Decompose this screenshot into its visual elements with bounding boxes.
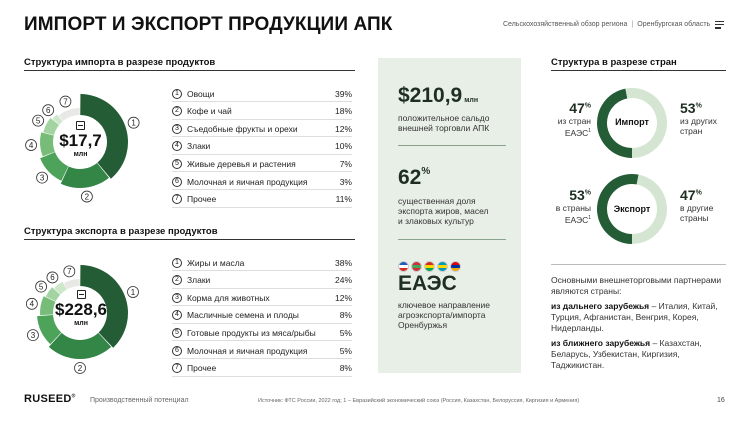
svg-text:6: 6	[45, 105, 51, 115]
export-slice-label-5	[36, 281, 47, 292]
export-slice-label-2	[75, 363, 86, 374]
export-row-name: Готовые продукты из мяса/рыбы	[187, 327, 316, 338]
share-desc: существенная доля экспорта жиров, масел и злаковых культур	[398, 196, 489, 226]
import-slice-label-3	[37, 172, 48, 183]
breadcrumb: Сельскохозяйственный обзор региона | Оренбургская область	[503, 21, 711, 28]
import-section-title: Структура импорта в разрезе продуктов	[24, 57, 216, 68]
export-total-value: $228,6	[55, 300, 107, 319]
import-row-number: 5	[172, 159, 182, 169]
svg-text:4: 4	[28, 140, 34, 150]
export-row-value: 38%	[334, 257, 352, 268]
footer-tagline: Производственный потенциал	[90, 397, 189, 404]
eaeu-stat: ЕАЭС	[398, 272, 457, 295]
import-slice-label-1	[128, 117, 139, 128]
export-ring-label: Экспорт	[613, 204, 651, 214]
import-row-number: 2	[172, 106, 182, 116]
partners-far: из дальнего зарубежья – Италия, Китай, Турция, Афганистан, Венгрия, Корея, Нидерланды.	[551, 301, 718, 333]
import-slice-label-5	[33, 115, 44, 126]
export-row-number: 6	[172, 346, 182, 356]
partners-divider	[551, 264, 726, 265]
export-eaeu-share: 53% в страны ЕАЭС$^1$	[555, 187, 591, 225]
svg-text:3: 3	[39, 173, 45, 183]
panel-divider-1	[398, 145, 506, 146]
import-row-value: 39%	[334, 88, 352, 99]
export-row-value: 8%	[339, 363, 352, 374]
import-row-name: Живые деревья и растения	[187, 158, 296, 169]
export-row-value: 24%	[334, 275, 352, 286]
svg-text:1: 1	[131, 118, 136, 128]
page-number: 16	[717, 397, 725, 404]
import-total-value: $17,7	[59, 131, 102, 150]
svg-text:3: 3	[30, 330, 36, 340]
import-total-unit: млн	[73, 151, 88, 158]
export-slice-label-4	[26, 298, 37, 309]
countries-section-title: Структура в разрезе стран	[551, 57, 677, 68]
svg-text:2: 2	[77, 363, 83, 373]
export-total-unit: млн	[74, 320, 88, 327]
export-icon	[77, 290, 86, 299]
export-other-share: 47% в другие страны	[680, 187, 714, 223]
import-table-row	[172, 156, 352, 172]
import-slice-label-4	[26, 140, 37, 151]
balance-stat	[398, 84, 478, 108]
svg-text:5: 5	[38, 282, 44, 292]
export-slice-label-1	[127, 287, 138, 298]
import-table-row	[172, 121, 352, 137]
import-slice-label-7	[60, 96, 71, 107]
import-row-number: 7	[172, 194, 182, 204]
export-slice-label-7	[64, 266, 75, 277]
export-table-row	[172, 325, 352, 341]
svg-text:6: 6	[50, 273, 55, 283]
svg-text:2: 2	[84, 192, 90, 202]
import-table-row	[172, 86, 352, 102]
export-row-name: Прочее	[187, 363, 217, 374]
breadcrumb-right[interactable]: Оренбургская область	[637, 21, 711, 28]
balance-unit: млн	[464, 97, 479, 104]
import-row-number: 6	[172, 177, 182, 187]
export-table-row	[172, 343, 352, 359]
export-slice-label-6	[47, 272, 58, 283]
export-row-value: 12%	[334, 292, 352, 303]
import-slice-7	[59, 108, 80, 121]
export-row-number: 1	[172, 258, 182, 268]
partners-near: из ближнего зарубежья – Казахстан, Беларусь, Узбекистан, Киргизия, Таджикистан.	[551, 338, 702, 370]
export-slice-label-3	[27, 330, 38, 341]
svg-text:5: 5	[35, 116, 41, 126]
import-slice-label-6	[43, 105, 54, 116]
export-table-row	[172, 361, 352, 377]
export-row-name: Злаки	[187, 275, 211, 286]
flag-icon-3	[424, 261, 435, 272]
import-row-value: 10%	[334, 141, 352, 152]
import-row-number: 4	[172, 141, 182, 151]
import-table-row	[172, 174, 352, 190]
import-table-row	[172, 139, 352, 155]
share-stat: 62%	[398, 166, 431, 189]
export-table-row	[172, 273, 352, 289]
eaeu-desc: ключевое направление агроэкспорта/импорта Оренбуржья	[398, 300, 491, 330]
import-row-name: Молочная и яичная продукция	[187, 176, 308, 187]
import-row-name: Овощи	[187, 88, 215, 99]
export-table-row	[172, 290, 352, 306]
page-title: ИМПОРТ И ЭКСПОРТ ПРОДУКЦИИ АПК	[24, 14, 393, 35]
export-table-row	[172, 308, 352, 324]
import-other-share: 53% из других стран	[680, 100, 717, 136]
import-center	[53, 121, 108, 158]
export-row-number: 3	[172, 293, 182, 303]
export-row-number: 4	[172, 310, 182, 320]
balance-desc: положительное сальдо внешней торговли АПК	[398, 113, 490, 133]
export-center	[50, 290, 112, 327]
import-row-value: 12%	[334, 123, 352, 134]
flag-icon-2	[411, 261, 422, 272]
svg-text:1: 1	[130, 287, 136, 297]
export-row-value: 5%	[339, 345, 352, 356]
import-row-number: 1	[172, 89, 182, 99]
import-table-row	[172, 192, 352, 208]
export-row-name: Молочная и яичная продукция	[187, 345, 308, 356]
import-row-number: 3	[172, 124, 182, 134]
breadcrumb-left[interactable]: Сельскохозяйственный обзор региона	[503, 21, 628, 28]
export-row-number: 2	[172, 275, 182, 285]
svg-text:7: 7	[63, 97, 68, 107]
panel-divider-2	[398, 239, 506, 240]
svg-text:4: 4	[29, 299, 35, 309]
import-eaeu-share: 47% из стран ЕАЭС$^1$	[557, 100, 591, 138]
import-row-name: Съедобные фрукты и орехи	[187, 123, 298, 134]
partners-intro: Основными внешнеторговыми партнерами являются страны:	[551, 275, 722, 296]
export-slice-2	[49, 333, 111, 359]
flag-icon-5	[450, 261, 461, 272]
import-row-name: Кофе и чай	[187, 106, 232, 117]
export-table-row	[172, 255, 352, 271]
countries-section-divider	[551, 70, 726, 71]
export-row-value: 5%	[339, 327, 352, 338]
export-section-divider	[24, 239, 355, 240]
export-row-number: 5	[172, 328, 182, 338]
import-row-name: Злаки	[187, 141, 211, 152]
import-slice-label-2	[81, 191, 92, 202]
export-row-name: Корма для животных	[187, 292, 270, 303]
ruseed-logo[interactable]: RUSEED®	[24, 393, 76, 405]
export-section-title: Структура экспорта в разрезе продуктов	[24, 226, 218, 237]
export-row-name: Масличные семена и плоды	[187, 310, 299, 321]
svg-text:7: 7	[67, 267, 72, 277]
import-row-value: 11%	[335, 194, 352, 205]
footer-source: Источник: ФТС России, 2022 год; 1 – Евразийский экономический союз (Россия, Казахстан, Белоруссия, Киргизия и Армения)	[258, 398, 580, 404]
partners-text	[551, 275, 726, 371]
export-row-name: Жиры и масла	[187, 257, 245, 268]
hamburger-icon[interactable]	[715, 21, 724, 29]
import-row-value: 7%	[339, 158, 352, 169]
import-icon	[76, 121, 85, 130]
flag-icon-4	[437, 261, 448, 272]
flag-icon-1	[398, 261, 409, 272]
import-ring-label: Импорт	[615, 117, 649, 127]
export-slice-7	[64, 279, 80, 289]
share-value: 62	[398, 166, 422, 189]
export-row-number: 7	[172, 363, 182, 373]
export-row-value: 8%	[339, 310, 352, 321]
import-section-divider	[24, 70, 355, 71]
import-row-value: 3%	[339, 176, 352, 187]
import-table-row	[172, 104, 352, 120]
balance-value: $210,9	[398, 84, 463, 107]
import-row-value: 18%	[334, 106, 352, 117]
import-row-name: Прочее	[187, 194, 217, 205]
